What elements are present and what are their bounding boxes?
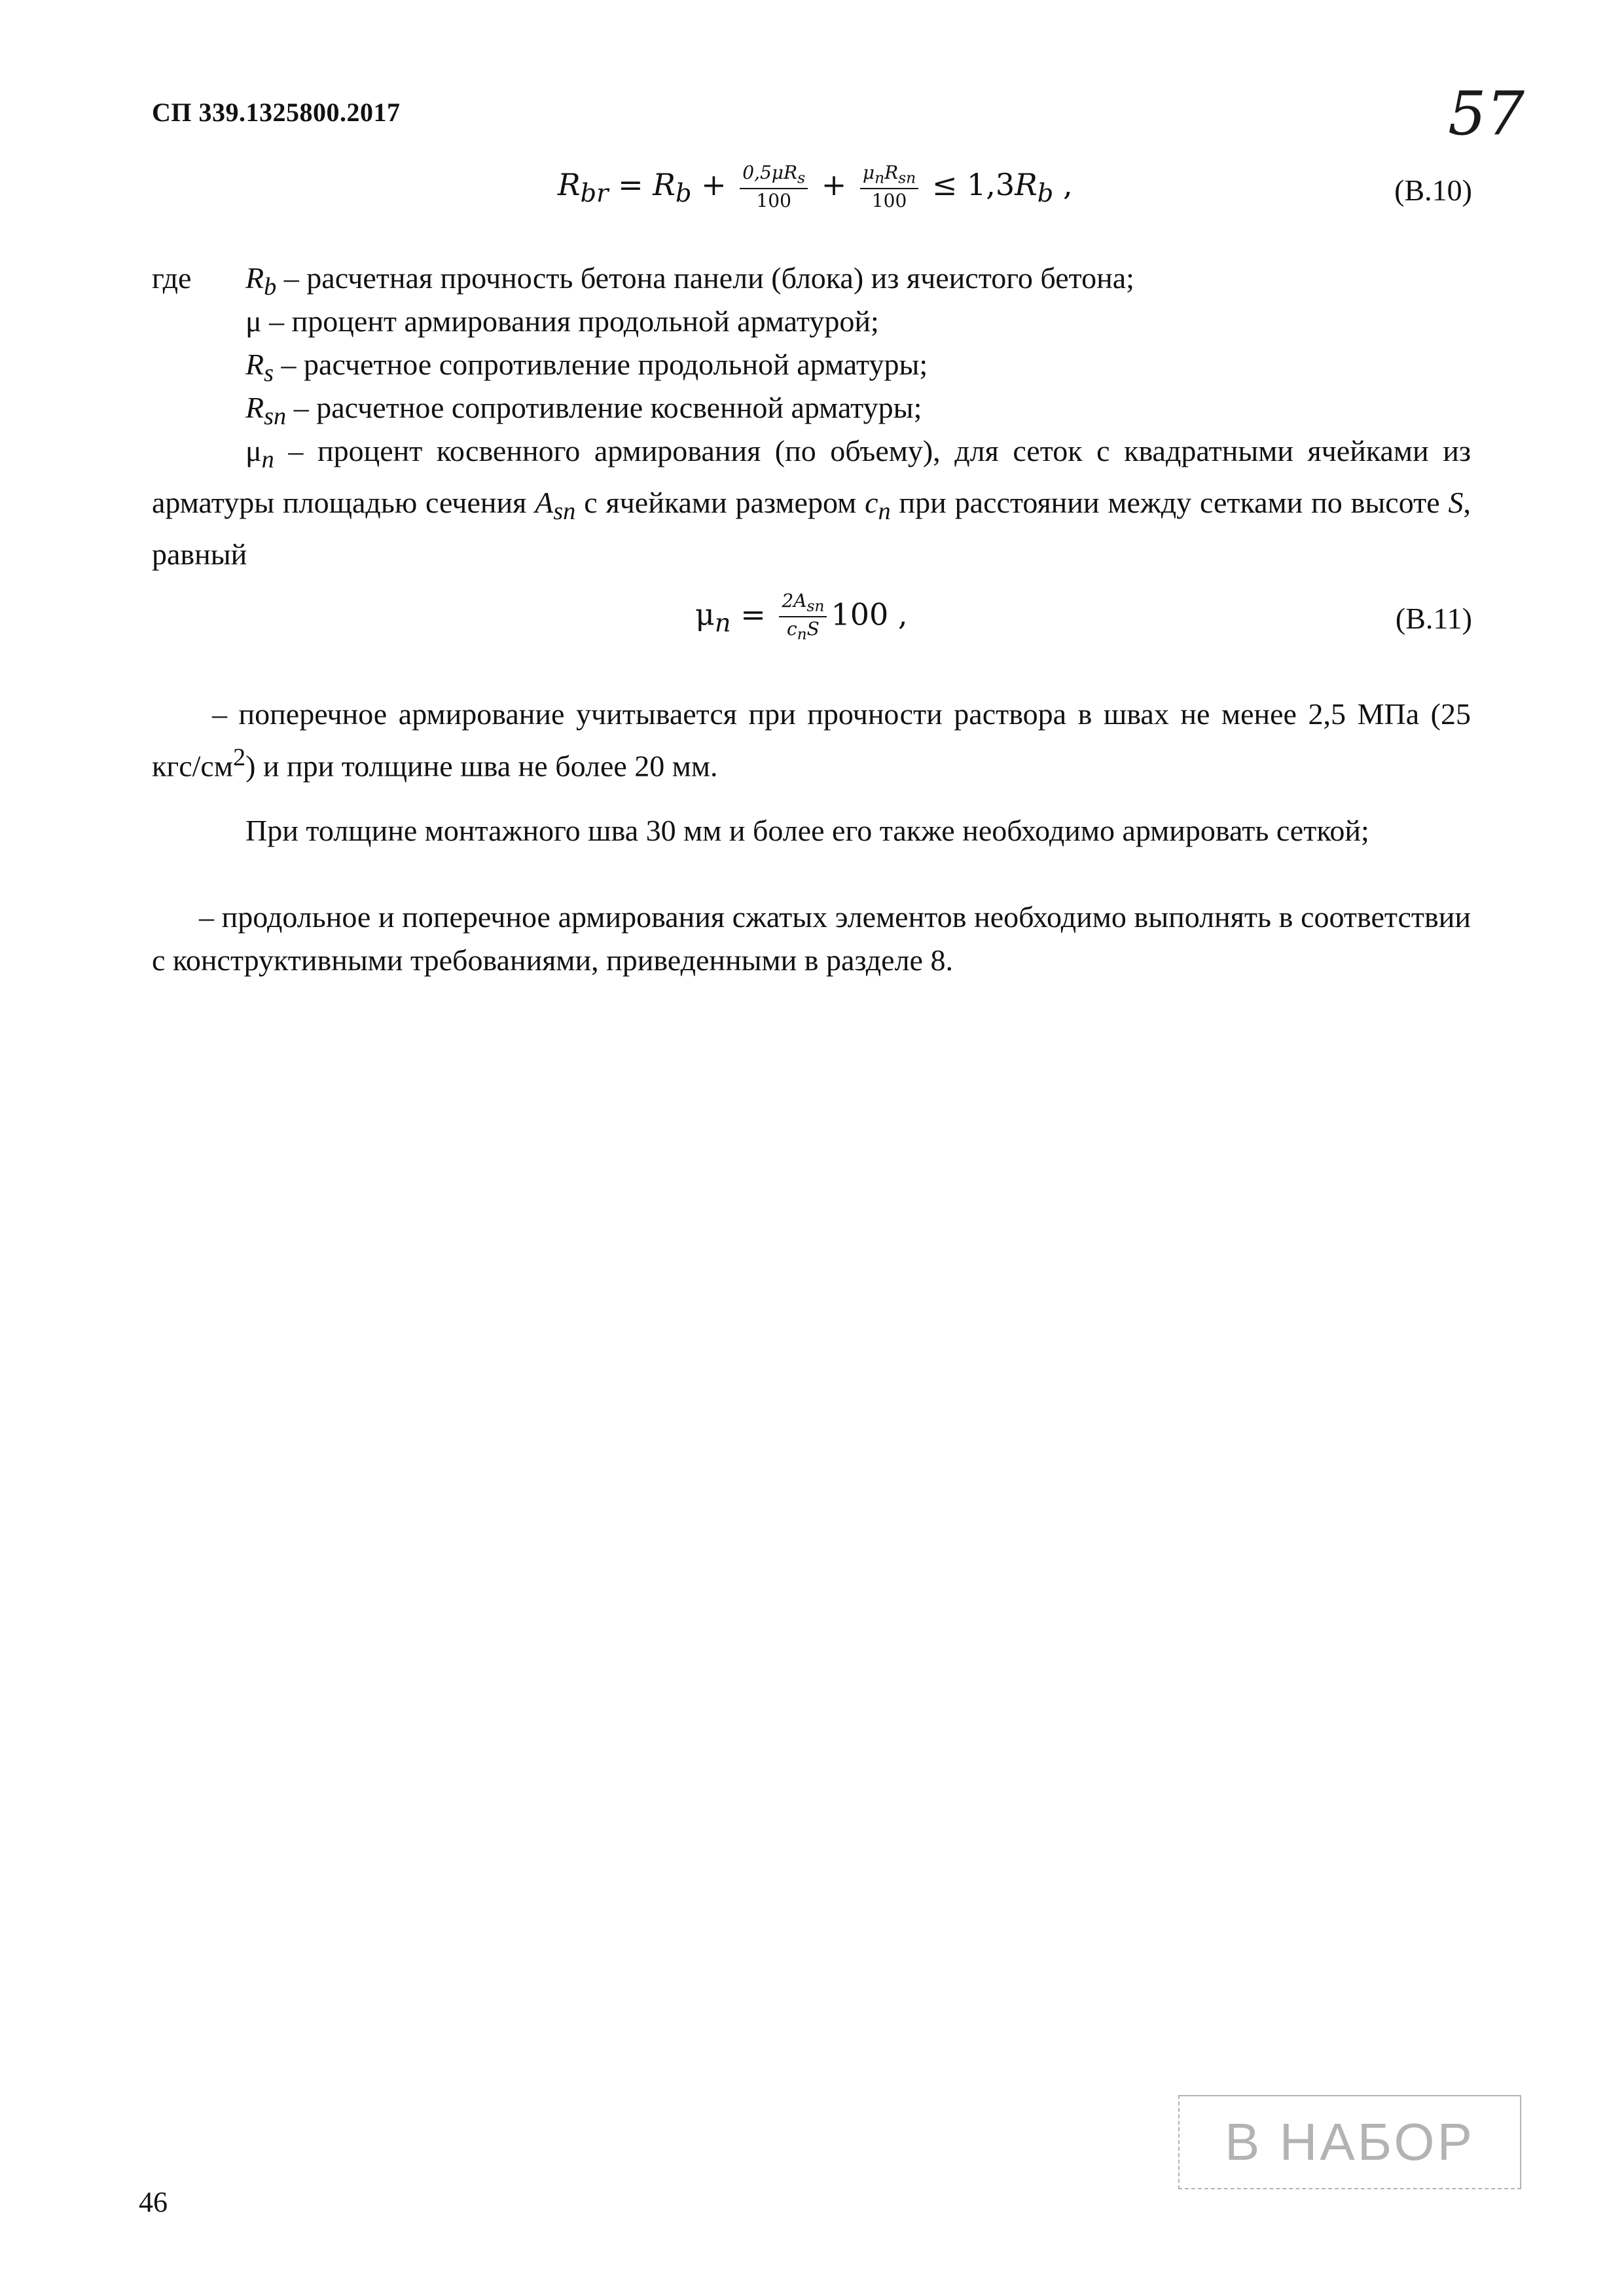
formula-operator: = <box>731 596 776 632</box>
definition-text: – расчетное сопротивление косвенной арматуры; <box>286 391 922 424</box>
fraction-denominator: 100 <box>871 190 907 212</box>
definition-symbol: c <box>865 486 878 520</box>
formula-b11 <box>152 588 1472 660</box>
handwritten-page-number: 57 <box>1448 79 1525 149</box>
formula-subscript: s <box>797 168 806 187</box>
definition-subscript: s <box>264 359 274 388</box>
formula-symbol: R <box>1015 166 1038 202</box>
definition-symbol: R <box>245 391 264 424</box>
definition-subscript: n <box>878 498 891 526</box>
definition-subscript: sn <box>264 403 287 431</box>
equation-number: (В.10) <box>1394 173 1472 207</box>
formula-subscript: n <box>797 625 807 644</box>
equation-number: (В.11) <box>1395 602 1472 635</box>
formula-subscript: n <box>875 168 885 187</box>
fraction-numerator: 0,5μR <box>742 162 798 183</box>
fraction <box>860 162 918 212</box>
definition-text: , равный <box>152 486 1471 572</box>
definition-text: – расчетное сопротивление продольной арматуры; <box>274 348 928 381</box>
paragraph-text: – поперечное армирование учитывается при прочности раствора в швах не менее 2,5 МПа (25 кгс/см <box>152 697 1471 783</box>
fraction-numerator: 2A <box>782 590 807 611</box>
formula-subscript: n <box>714 608 731 638</box>
fraction-numerator: μ <box>862 162 875 183</box>
formula-punctuation: , <box>1053 166 1073 202</box>
definition-mu: μ – процент армирования продольной арматурой; <box>245 304 879 338</box>
paragraph-mounting-seam: При толщине монтажного шва 30 мм и более его также необходимо армировать сеткой; <box>245 814 1369 847</box>
definition-subscript: n <box>261 446 274 474</box>
formula-symbol: μ <box>695 596 715 632</box>
formula-symbol: R <box>653 166 676 202</box>
fraction-numerator: R <box>884 162 899 183</box>
formula-b10 <box>152 157 1472 229</box>
formula-operator: = <box>608 166 653 202</box>
definition-symbol: μ <box>245 434 262 467</box>
paragraph-text: ) и при толщине шва не более 20 мм. <box>245 749 718 783</box>
definition-text: при расстоянии между сетками по высоте <box>890 486 1449 520</box>
fraction-denominator: 100 <box>756 190 791 212</box>
formula-subscript: b <box>675 178 692 208</box>
formula-subscript: b <box>1037 178 1054 208</box>
page-number: 46 <box>139 2186 168 2218</box>
document-code: СП 339.1325800.2017 <box>152 98 401 127</box>
formula-b10-expression <box>558 162 1073 212</box>
paragraph-longitudinal-reinforcement: – продольное и поперечное армирования сжатых элементов необходимо выполнять в соответствии с конструктивными требованиями, приведенными в разделе 8. <box>152 900 1471 977</box>
definition-subscript: sn <box>553 498 576 526</box>
fraction-denominator: c <box>786 618 797 640</box>
definition-text: – расчетная прочность бетона панели (блока) из ячеистого бетона; <box>276 261 1134 295</box>
fraction <box>740 162 808 212</box>
definition-mun <box>152 429 1471 576</box>
definition-text: с ячейками размером <box>575 486 865 520</box>
definition-symbol: R <box>245 348 264 381</box>
fraction-denominator: S <box>806 618 820 640</box>
formula-operator: + <box>691 166 736 202</box>
stamp-v-nabor: В НАБОР <box>1178 2095 1521 2189</box>
formula-subscript: sn <box>806 596 825 615</box>
formula-subscript: sn <box>898 168 916 187</box>
definition-symbol: R <box>245 261 264 295</box>
definition-subscript: b <box>264 273 277 301</box>
formula-value: 100 , <box>831 596 908 632</box>
paragraph-transverse-reinforcement <box>152 693 1471 788</box>
formula-operator: ≤ 1,3 <box>922 166 1015 202</box>
superscript: 2 <box>232 744 246 771</box>
definition-symbol: S <box>1448 486 1464 520</box>
where-label: где <box>152 261 192 295</box>
formula-subscript: br <box>580 178 609 208</box>
fraction <box>779 591 827 644</box>
definition-text: – процент косвенного армирования (по объему), для сеток с квадратными ячейками из арматуры площадью сечения <box>152 434 1471 520</box>
formula-symbol: R <box>558 166 581 202</box>
formula-b11-expression <box>695 591 907 644</box>
definition-symbol: A <box>535 486 554 520</box>
formula-operator: + <box>812 166 856 202</box>
